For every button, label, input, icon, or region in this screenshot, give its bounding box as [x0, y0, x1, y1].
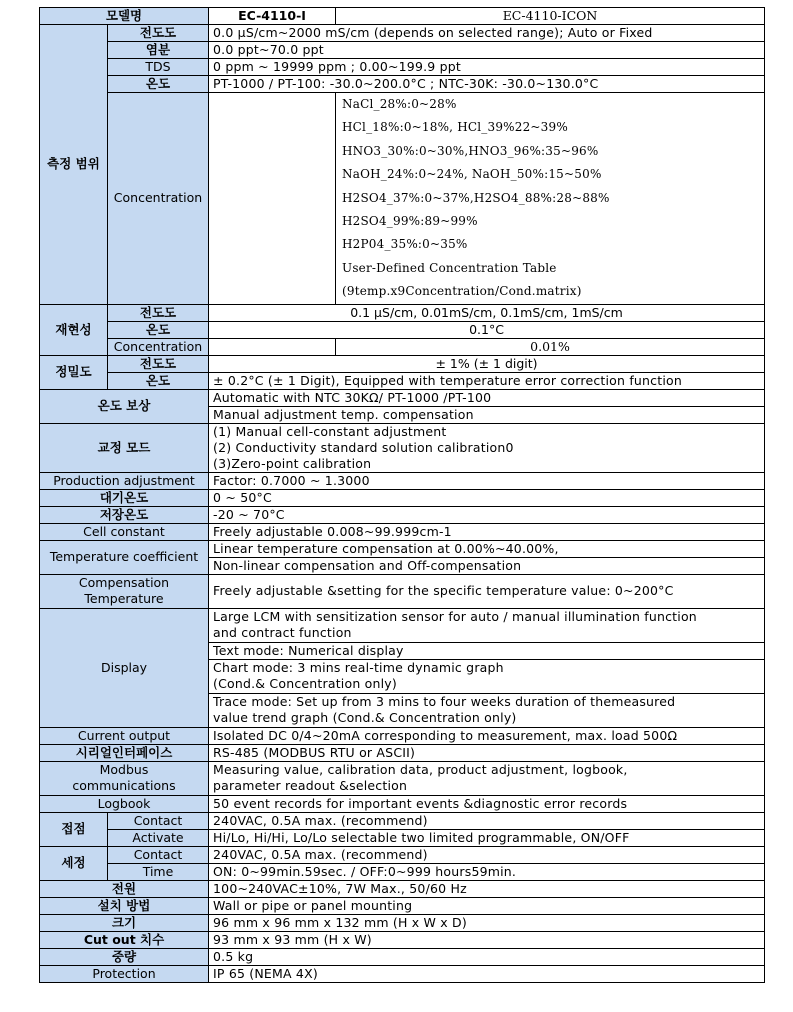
relay-label: 접점	[40, 812, 108, 846]
temp-coefficient-line: Non-linear compensation and Off-compensation	[209, 557, 765, 574]
logbook-value: 50 event records for important events &diagnostic error records	[209, 795, 765, 812]
mr-conductivity-value: 0.0 μS/cm~2000 mS/cm (depends on selected range); Auto or Fixed	[209, 25, 765, 42]
weight-value: 0.5 kg	[209, 948, 765, 965]
calibration-mode-line: (2) Conductivity standard solution calibration0	[209, 440, 765, 456]
cell-constant-value: Freely adjustable 0.008~99.999cm-1	[209, 523, 765, 540]
acc-temperature-label: 온도	[108, 372, 209, 389]
mr-tds-label: TDS	[108, 59, 209, 76]
acc-temperature-value: ± 0.2°C (± 1 Digit), Equipped with temperature error correction function	[209, 372, 765, 389]
display-trace-mode-line: value trend graph (Cond.& Concentration only)	[213, 710, 517, 726]
mr-salinity-label: 염분	[108, 42, 209, 59]
mr-concentration-values	[336, 93, 765, 305]
temp-compensation-line: Manual adjustment temp. compensation	[209, 406, 765, 423]
acc-conductivity-value: ± 1% (± 1 digit)	[209, 355, 765, 372]
current-output-label: Current output	[40, 727, 209, 744]
protection-value: IP 65 (NEMA 4X)	[209, 965, 765, 982]
wash-contact-label: Contact	[108, 846, 209, 863]
serial-interface-label: 시리얼인터페이스	[40, 744, 209, 761]
compensation-temp-label-line: Compensation	[78, 575, 170, 591]
display-lcm-line: Large LCM with sensitization sensor for auto / manual illumination function	[213, 609, 697, 625]
power-label: 전원	[40, 880, 209, 897]
storage-temp-value: -20 ~ 70°C	[209, 506, 765, 523]
modbus-value-line: parameter readout &selection	[213, 778, 408, 794]
display-label: Display	[40, 608, 209, 727]
installation-label: 설치 방법	[40, 897, 209, 914]
res-concentration-label: Concentration	[108, 338, 209, 355]
calibration-mode-label: 교정 모드	[40, 423, 209, 472]
concentration-line: H2P04_35%:0~35%	[342, 237, 468, 252]
temp-compensation-label: 온도 보상	[40, 389, 209, 423]
modbus-value-line: Measuring value, calibration data, product adjustment, logbook,	[213, 762, 628, 778]
resolution-label: 재현성	[40, 304, 108, 355]
cell-constant-label: Cell constant	[40, 523, 209, 540]
model-name-label: 모델명	[40, 8, 209, 25]
res-temperature-label: 온도	[108, 321, 209, 338]
concentration-line: HCl_18%:0~18%, HCl_39%22~39%	[342, 120, 568, 135]
concentration-line: User-Defined Concentration Table	[342, 260, 557, 275]
measurement-range-label: 측정 범위	[40, 25, 108, 305]
power-value: 100~240VAC±10%, 7W Max., 50/60 Hz	[209, 880, 765, 897]
ambient-temp-label: 대기온도	[40, 489, 209, 506]
current-output-value: Isolated DC 0/4~20mA corresponding to measurement, max. load 500Ω	[209, 727, 765, 744]
mr-concentration-blank	[209, 93, 336, 305]
size-label: 크기	[40, 914, 209, 931]
relay-activate-value: Hi/Lo, Hi/Hi, Lo/Lo selectable two limited programmable, ON/OFF	[209, 829, 765, 846]
relay-contact-value: 240VAC, 0.5A max. (recommend)	[209, 812, 765, 829]
mr-conductivity-label: 전도도	[108, 25, 209, 42]
calibration-mode-line: (3)Zero-point calibration	[209, 456, 765, 473]
compensation-temp-value: Freely adjustable &setting for the specific temperature value: 0~200°C	[209, 574, 765, 608]
mr-temperature-label: 온도	[108, 76, 209, 93]
model-ec4110icon: EC-4110-ICON	[336, 8, 765, 25]
res-concentration-blank	[209, 338, 336, 355]
mr-tds-value: 0 ppm ~ 19999 ppm ; 0.00~199.9 ppt	[209, 59, 765, 76]
res-temperature-value: 0.1°C	[209, 321, 765, 338]
res-conductivity-label: 전도도	[108, 304, 209, 321]
weight-label: 중량	[40, 948, 209, 965]
display-trace-mode-line: Trace mode: Set up from 3 mins to four weeks duration of themeasured	[213, 694, 676, 710]
cutout-value: 93 mm x 93 mm (H x W)	[209, 931, 765, 948]
display-lcm	[209, 608, 765, 642]
wash-contact-value: 240VAC, 0.5A max. (recommend)	[209, 846, 765, 863]
cutout-label: Cut out 치수	[40, 931, 209, 948]
logbook-label: Logbook	[40, 795, 209, 812]
relay-contact-label: Contact	[108, 812, 209, 829]
wash-time-label: Time	[108, 863, 209, 880]
accuracy-label: 정밀도	[40, 355, 108, 389]
temp-coefficient-line: Linear temperature compensation at 0.00%~40.00%,	[209, 540, 765, 557]
modbus-value	[209, 761, 765, 795]
concentration-line: NaCl_28%:0~28%	[342, 97, 457, 111]
concentration-line: NaOH_24%:0~24%, NaOH_50%:15~50%	[342, 167, 602, 182]
ambient-temp-value: 0 ~ 50°C	[209, 489, 765, 506]
protection-label: Protection	[40, 965, 209, 982]
serial-interface-value: RS-485 (MODBUS RTU or ASCII)	[209, 744, 765, 761]
temp-coefficient-label: Temperature coefficient	[40, 540, 209, 574]
spec-table	[39, 7, 765, 983]
model-ec4110i: EC-4110-I	[209, 8, 336, 25]
production-adjustment-label: Production adjustment	[40, 472, 209, 489]
mr-concentration-label: Concentration	[108, 93, 209, 305]
concentration-line: HNO3_30%:0~30%,HNO3_96%:35~96%	[342, 143, 599, 158]
display-lcm-line: and contract function	[213, 625, 352, 641]
concentration-line: H2SO4_99%:89~99%	[342, 214, 478, 229]
storage-temp-label: 저장온도	[40, 506, 209, 523]
modbus-label-line: Modbus	[99, 762, 149, 778]
concentration-line: H2SO4_37%:0~37%,H2SO4_88%:28~88%	[342, 190, 610, 205]
compensation-temp-label-line: Temperature	[84, 591, 164, 607]
compensation-temp-label	[40, 574, 209, 608]
wash-label: 세정	[40, 846, 108, 880]
modbus-label	[40, 761, 209, 795]
display-chart-mode-line: Chart mode: 3 mins real-time dynamic graph	[213, 660, 504, 676]
res-conductivity-value: 0.1 μS/cm, 0.01mS/cm, 0.1mS/cm, 1mS/cm	[209, 304, 765, 321]
size-value: 96 mm x 96 mm x 132 mm (H x W x D)	[209, 914, 765, 931]
temp-compensation-line: Automatic with NTC 30KΩ/ PT-1000 /PT-100	[209, 389, 765, 406]
relay-activate-label: Activate	[108, 829, 209, 846]
header-row	[40, 8, 765, 25]
display-text-mode: Text mode: Numerical display	[209, 642, 765, 659]
acc-conductivity-label: 전도도	[108, 355, 209, 372]
res-concentration-value: 0.01%	[336, 338, 765, 355]
calibration-mode-line: (1) Manual cell-constant adjustment	[209, 423, 765, 440]
display-chart-mode	[209, 659, 765, 693]
mr-salinity-value: 0.0 ppt~70.0 ppt	[209, 42, 765, 59]
mr-temperature-value: PT-1000 / PT-100: -30.0~200.0°C ; NTC-30K: -30.0~130.0°C	[209, 76, 765, 93]
modbus-label-line: communications	[72, 778, 176, 794]
display-trace-mode	[209, 693, 765, 727]
installation-value: Wall or pipe or panel mounting	[209, 897, 765, 914]
production-adjustment-value: Factor: 0.7000 ~ 1.3000	[209, 472, 765, 489]
concentration-line: (9temp.x9Concentration/Cond.matrix)	[342, 284, 582, 299]
display-chart-mode-line: (Cond.& Concentration only)	[213, 676, 397, 692]
wash-time-value: ON: 0~99min.59sec. / OFF:0~999 hours59min.	[209, 863, 765, 880]
